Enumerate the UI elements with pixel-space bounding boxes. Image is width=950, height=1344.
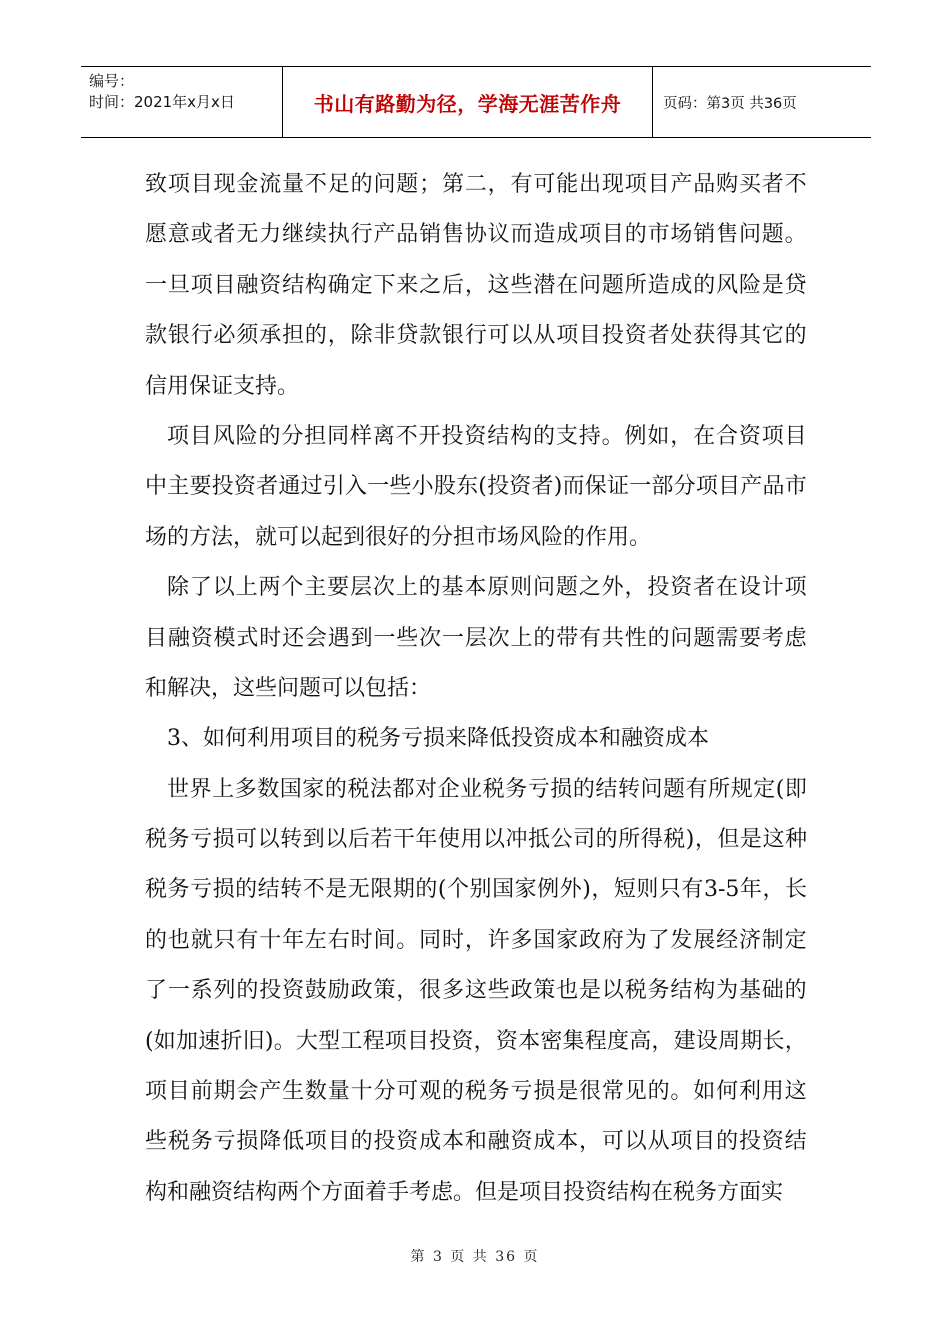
paragraph	[145, 765, 807, 1219]
text-line: 的 也 就 只 有 十 年 左 右 时 间 。 同 时 ， 许 多 国 家 政 府 为 了 发 展 经 济 制 定	[145, 927, 807, 953]
text-line: 目 融 资 模 式 时 还 会 遇 到 一 些 次 一 层 次 上 的 带 有 共 性 的 问 题 需 要 考 虑	[145, 625, 807, 651]
text-line: 款 银 行 必 须 承 担 的 ， 除 非 贷 款 银 行 可 以 从 项 目 投 资 者 处 获 得 其 它 的	[145, 323, 807, 349]
paragraph	[145, 412, 807, 563]
header-page-info: 页码：第3页 共36页	[663, 95, 797, 112]
text-line: 税 务 亏 损 的 结 转 不 是 无 限 期 的 ( 个 别 国 家 例 外 ) ， 短 则 只 有 3-5 年 ， 长	[145, 877, 807, 903]
text-line: 信用保证支持。	[145, 373, 300, 399]
text-line: 税 务 亏 损 可 以 转 到 以 后 若 干 年 使 用 以 冲 抵 公 司 的 所 得 税 ) ， 但 是 这 种	[145, 827, 807, 853]
text-line: 项 目 前 期 会 产 生 数 量 十 分 可 观 的 税 务 亏 损 是 很 常 见 的 。 如 何 利 用 这	[145, 1079, 807, 1105]
header-meta	[81, 67, 283, 137]
document-body	[145, 160, 807, 1218]
text-line: 除 了 以 上 两 个 主 要 层 次 上 的 基 本 原 则 问 题 之 外 ， 投 资 者 在 设 计 项	[167, 575, 807, 601]
text-line: 和解决，这些问题可以包括：	[145, 675, 432, 701]
document-number-label: 编号：	[89, 72, 135, 90]
text-line: 一 旦 项 目 融 资 结 构 确 定 下 来 之 后 ， 这 些 潜 在 问 题 所 造 成 的 风 险 是 贷	[145, 272, 807, 298]
text-line: 中 主 要 投 资 者 通 过 引 入 一 些 小 股 东 ( 投 资 者 ) 而 保 证 一 部 分 项 目 产 品 市	[145, 474, 807, 500]
text-line: 些 税 务 亏 损 降 低 项 目 的 投 资 成 本 和 融 资 成 本 ， 可 以 从 项 目 的 投 资 结	[145, 1129, 807, 1155]
text-line: 项 目 风 险 的 分 担 同 样 离 不 开 投 资 结 构 的 支 持 。 例 如 ， 在 合 资 项 目	[167, 423, 807, 449]
paragraph	[145, 160, 807, 412]
text-line: ( 如 加 速 折 旧 ) 。 大 型 工 程 项 目 投 资 ， 资 本 密 集 程 度 高 ， 建 设 周 期 长 ，	[145, 1028, 807, 1054]
text-line: 构和融资结构两个方面着手考虑。但是项目投资结构在税务方面实	[145, 1179, 784, 1205]
document-header	[81, 66, 871, 138]
text-line: 世 界 上 多 数 国 家 的 税 法 都 对 企 业 税 务 亏 损 的 结 转 问 题 有 所 规 定 ( 即	[167, 776, 807, 802]
paragraph	[145, 563, 807, 714]
text-line: 愿 意 或 者 无 力 继 续 执 行 产 品 销 售 协 议 而 造 成 项 目 的 市 场 销 售 问 题 。	[145, 222, 807, 248]
text-line: 致 项 目 现 金 流 量 不 足 的 问 题 ； 第 二 ， 有 可 能 出 现 项 目 产 品 购 买 者 不	[145, 172, 807, 197]
header-motto: 书山有路勤为径，学海无涯苦作舟	[283, 67, 653, 137]
text-line: 了 一 系 列 的 投 资 鼓 励 政 策 ， 很 多 这 些 政 策 也 是 以 税 务 结 构 为 基 础 的	[145, 978, 807, 1004]
page-footer: 第 3 页 共 36 页	[410, 1249, 540, 1265]
text-line: 场的方法，就可以起到很好的分担市场风险的作用。	[145, 524, 652, 550]
paragraph	[145, 714, 807, 764]
text-line: 3、如何利用项目的税务亏损来降低投资成本和融资成本	[167, 726, 709, 752]
document-date-label: 时间：2021年x月x日	[89, 93, 235, 111]
